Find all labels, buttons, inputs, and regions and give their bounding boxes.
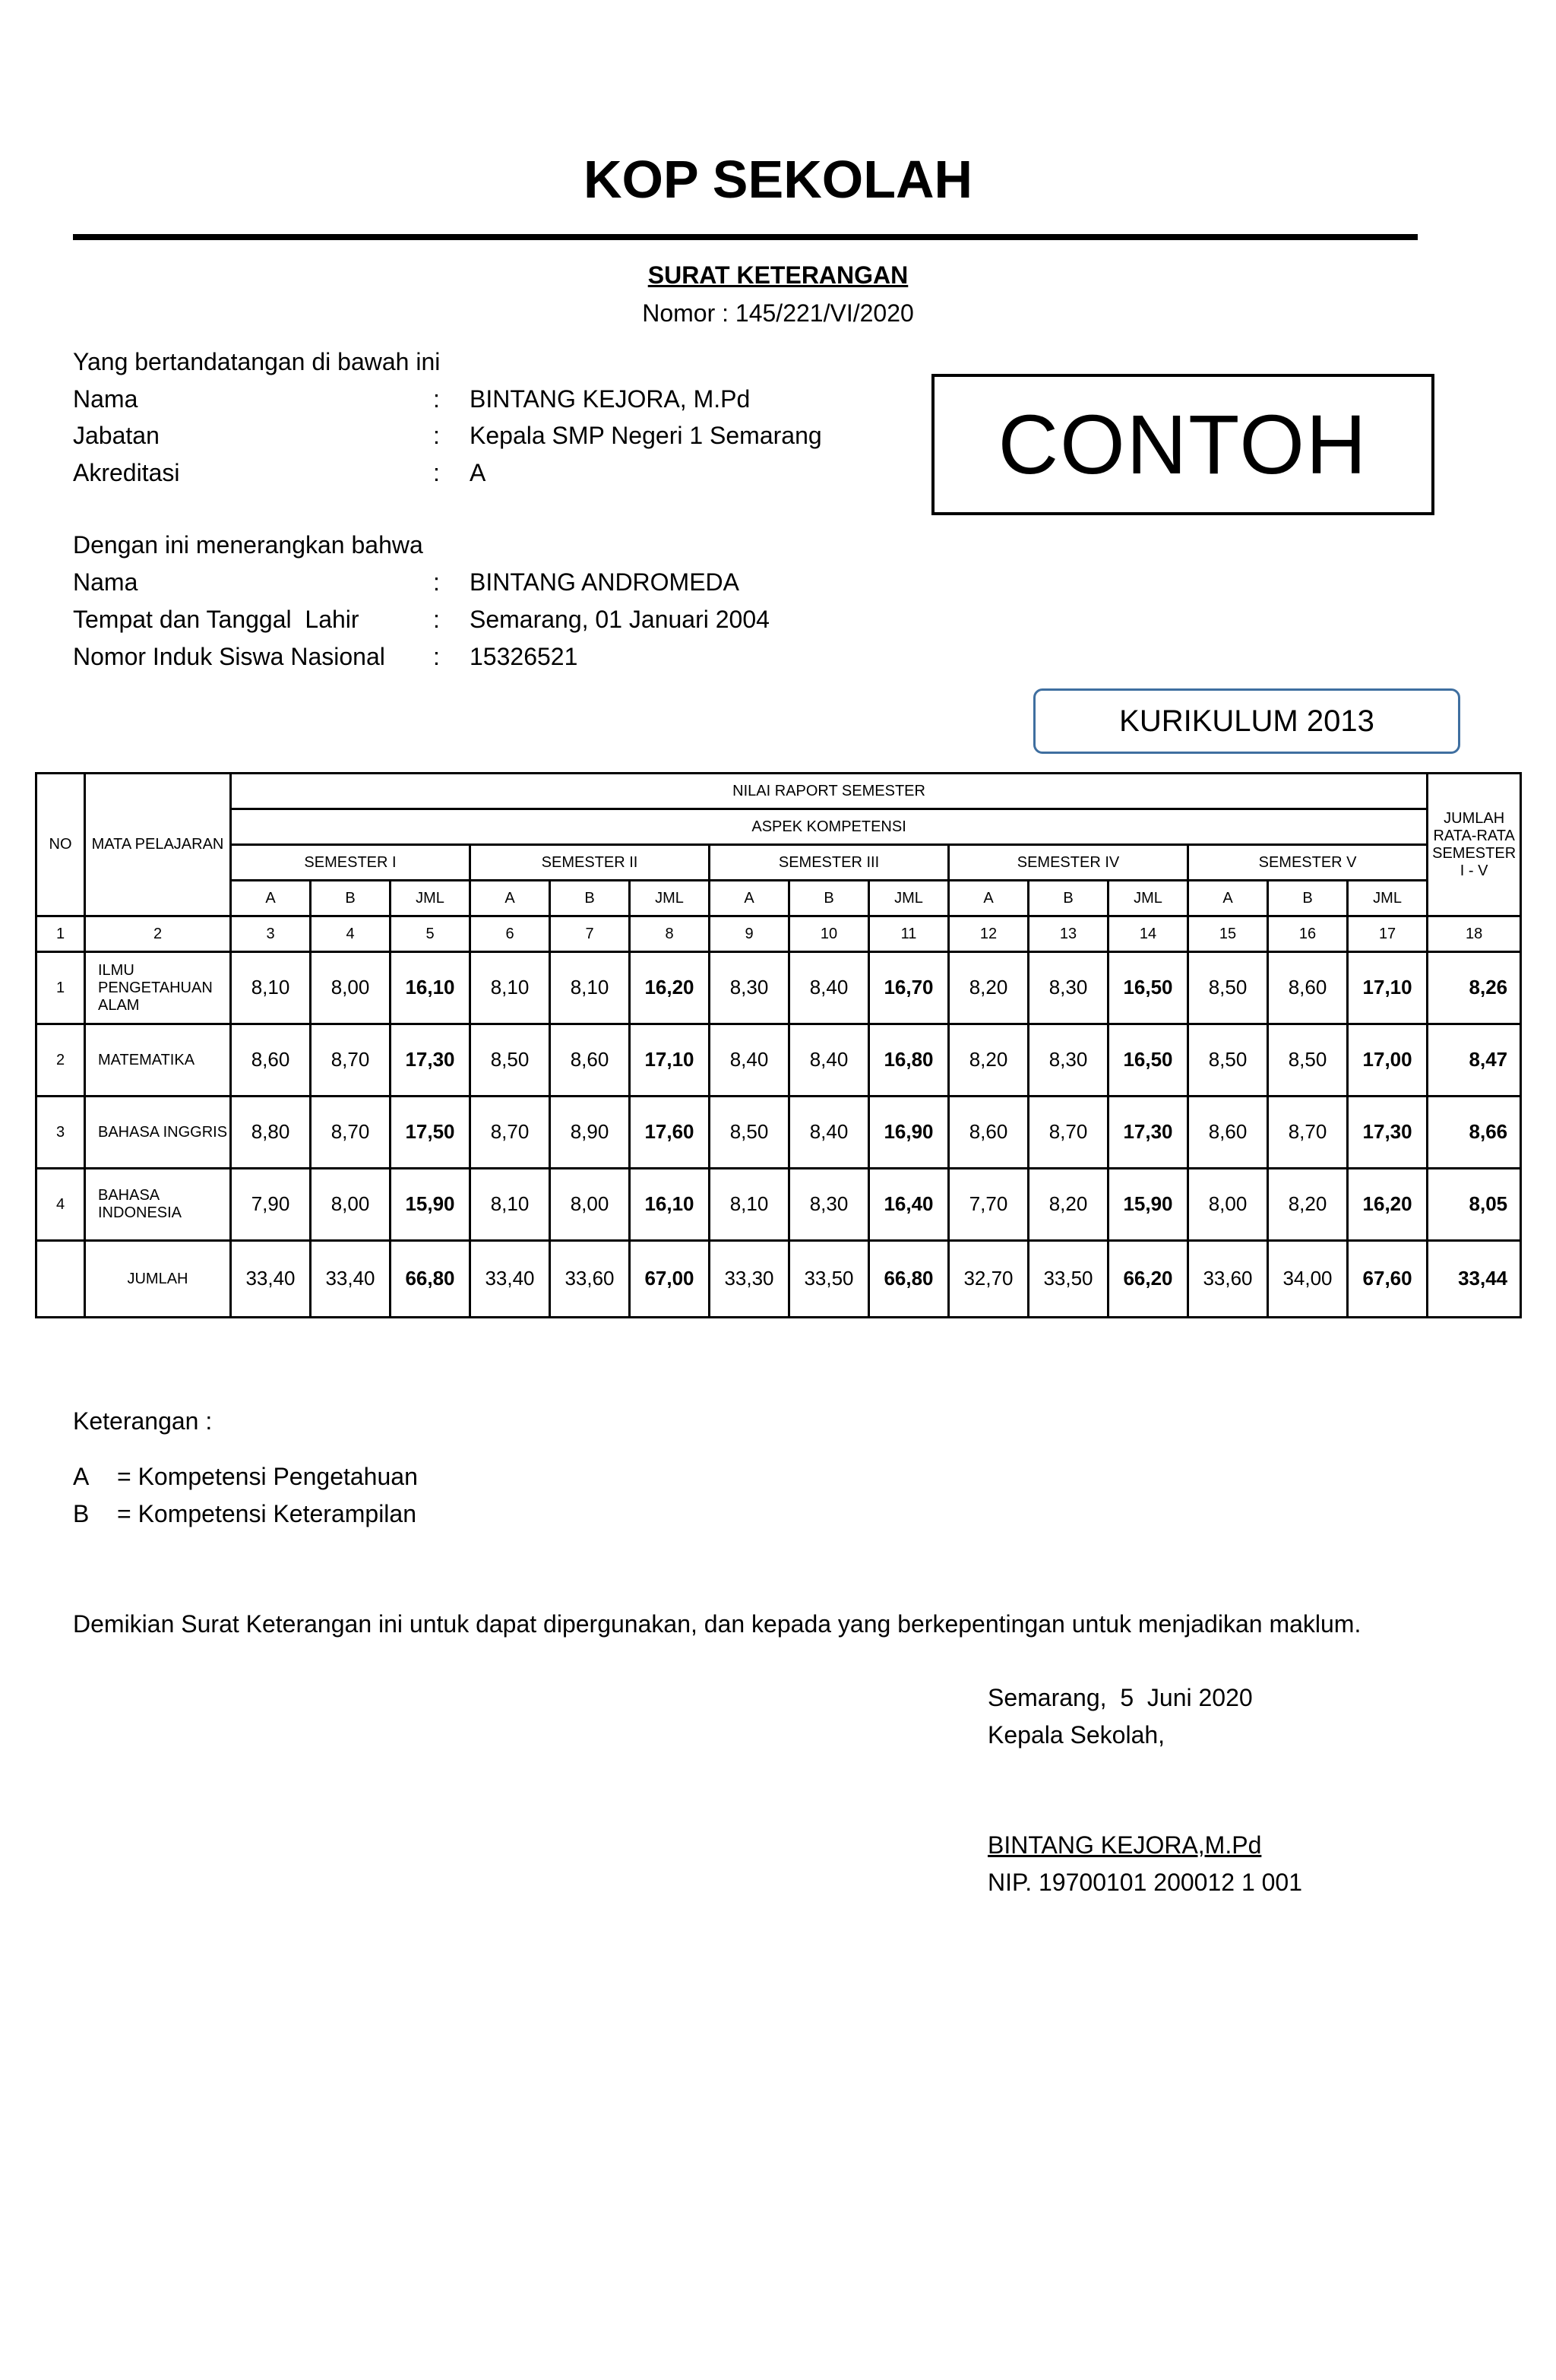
header-semester-2: SEMESTER II xyxy=(470,845,710,881)
column-number: 16 xyxy=(1268,916,1348,952)
total-label: JUMLAH xyxy=(85,1241,231,1318)
header-sub-jml: JML xyxy=(1108,881,1188,916)
grade-cell: 8,60 xyxy=(1188,1097,1268,1169)
semester-total-cell: 16,90 xyxy=(869,1097,949,1169)
grade-cell: 33,50 xyxy=(789,1241,869,1318)
column-number: 4 xyxy=(311,916,391,952)
row-number: 1 xyxy=(36,952,85,1024)
grade-cell: 8,70 xyxy=(1029,1097,1108,1169)
semester-total-cell: 17,30 xyxy=(1348,1097,1428,1169)
colon: : xyxy=(433,643,440,670)
column-number: 10 xyxy=(789,916,869,952)
grade-cell: 8,60 xyxy=(231,1024,311,1097)
column-number: 14 xyxy=(1108,916,1188,952)
average-cell: 8,05 xyxy=(1428,1169,1521,1241)
signature-name: BINTANG KEJORA,M.Pd xyxy=(988,1831,1262,1859)
colon: : xyxy=(433,459,440,486)
header-sub-a: A xyxy=(949,881,1029,916)
grade-cell: 33,40 xyxy=(311,1241,391,1318)
grade-cell: 33,30 xyxy=(710,1241,789,1318)
accreditation-value: A xyxy=(470,459,486,486)
colon: : xyxy=(433,606,440,633)
header-sub-jml: JML xyxy=(630,881,710,916)
grade-cell: 8,30 xyxy=(789,1169,869,1241)
semester-total-cell: 17,00 xyxy=(1348,1024,1428,1097)
header-semester-5: SEMESTER V xyxy=(1188,845,1428,881)
header-sub-a: A xyxy=(231,881,311,916)
header-sub-b: B xyxy=(1268,881,1348,916)
note-key-b: B xyxy=(73,1500,90,1527)
grade-cell: 8,50 xyxy=(710,1097,789,1169)
signature-position: Kepala Sekolah, xyxy=(988,1721,1165,1749)
header-no: NO xyxy=(36,774,85,916)
column-number: 7 xyxy=(550,916,630,952)
header-sub-jml: JML xyxy=(391,881,470,916)
table-row xyxy=(36,1097,1521,1169)
grade-cell: 34,00 xyxy=(1268,1241,1348,1318)
semester-total-cell: 16,40 xyxy=(869,1169,949,1241)
header-sub-jml: JML xyxy=(1348,881,1428,916)
average-cell: 33,44 xyxy=(1428,1241,1521,1318)
note-text-b: = Kompetensi Keterampilan xyxy=(117,1500,416,1527)
grade-cell: 8,10 xyxy=(231,952,311,1024)
signer-name-value: BINTANG KEJORA, M.Pd xyxy=(470,385,751,413)
row-number xyxy=(36,1241,85,1318)
header-sub-a: A xyxy=(710,881,789,916)
signer-position-label: Jabatan xyxy=(73,422,160,449)
grade-cell: 33,60 xyxy=(550,1241,630,1318)
grade-cell: 8,20 xyxy=(1268,1169,1348,1241)
grade-cell: 8,60 xyxy=(1268,952,1348,1024)
note-key-a: A xyxy=(73,1463,90,1490)
signer-name-label: Nama xyxy=(73,385,138,413)
student-name-label: Nama xyxy=(73,568,138,596)
birth-value: Semarang, 01 Januari 2004 xyxy=(470,606,770,633)
grade-cell: 8,40 xyxy=(710,1024,789,1097)
header-semester-1: SEMESTER I xyxy=(231,845,470,881)
grade-cell: 8,00 xyxy=(311,952,391,1024)
grade-cell: 7,90 xyxy=(231,1169,311,1241)
signer-position-value: Kepala SMP Negeri 1 Semarang xyxy=(470,422,822,449)
header-semester-4: SEMESTER IV xyxy=(949,845,1188,881)
semester-total-cell: 16,50 xyxy=(1108,952,1188,1024)
nisn-label: Nomor Induk Siswa Nasional xyxy=(73,643,385,670)
semester-total-cell: 66,80 xyxy=(391,1241,470,1318)
semester-total-cell: 67,00 xyxy=(630,1241,710,1318)
header-report-grades: NILAI RAPORT SEMESTER xyxy=(231,774,1428,809)
semester-total-cell: 16,10 xyxy=(391,952,470,1024)
sample-stamp: CONTOH xyxy=(931,374,1434,515)
table-row xyxy=(36,1024,1521,1097)
header-sub-a: A xyxy=(470,881,550,916)
column-number: 13 xyxy=(1029,916,1108,952)
grade-cell: 33,40 xyxy=(231,1241,311,1318)
subject-name: BAHASA INDONESIA xyxy=(85,1169,231,1241)
subject-name: ILMU PENGETAHUAN ALAM xyxy=(85,952,231,1024)
semester-total-cell: 15,90 xyxy=(1108,1169,1188,1241)
header-sub-b: B xyxy=(1029,881,1108,916)
row-number: 2 xyxy=(36,1024,85,1097)
subject-name: BAHASA INGGRIS xyxy=(85,1097,231,1169)
student-name-value: BINTANG ANDROMEDA xyxy=(470,568,739,596)
colon: : xyxy=(433,385,440,413)
grade-cell: 8,70 xyxy=(311,1097,391,1169)
semester-total-cell: 16,70 xyxy=(869,952,949,1024)
grade-cell: 8,80 xyxy=(231,1097,311,1169)
header-average: JUMLAH RATA-RATA SEMESTER I - V xyxy=(1428,774,1521,916)
column-number: 3 xyxy=(231,916,311,952)
column-number: 6 xyxy=(470,916,550,952)
grade-cell: 8,30 xyxy=(710,952,789,1024)
header-sub-b: B xyxy=(311,881,391,916)
student-intro: Dengan ini menerangkan bahwa xyxy=(73,531,423,559)
grade-cell: 8,00 xyxy=(1188,1169,1268,1241)
grade-cell: 8,00 xyxy=(550,1169,630,1241)
grade-cell: 8,20 xyxy=(949,1024,1029,1097)
semester-total-cell: 66,80 xyxy=(869,1241,949,1318)
semester-total-cell: 17,30 xyxy=(391,1024,470,1097)
header-sub-a: A xyxy=(1188,881,1268,916)
column-number: 5 xyxy=(391,916,470,952)
semester-total-cell: 17,60 xyxy=(630,1097,710,1169)
accreditation-label: Akreditasi xyxy=(73,459,180,486)
column-number: 11 xyxy=(869,916,949,952)
semester-total-cell: 16,20 xyxy=(1348,1169,1428,1241)
letterhead-rule xyxy=(73,234,1418,240)
column-number: 18 xyxy=(1428,916,1521,952)
header-sub-b: B xyxy=(550,881,630,916)
grade-cell: 8,40 xyxy=(789,1024,869,1097)
header-sub-jml: JML xyxy=(869,881,949,916)
table-row xyxy=(36,1169,1521,1241)
curriculum-badge: KURIKULUM 2013 xyxy=(1033,688,1460,754)
grade-cell: 8,70 xyxy=(1268,1097,1348,1169)
grade-cell: 33,40 xyxy=(470,1241,550,1318)
notes-title: Keterangan : xyxy=(73,1407,213,1435)
grade-cell: 8,40 xyxy=(789,1097,869,1169)
nisn-value: 15326521 xyxy=(470,643,578,670)
grade-cell: 32,70 xyxy=(949,1241,1029,1318)
grade-cell: 8,10 xyxy=(470,1169,550,1241)
row-number: 4 xyxy=(36,1169,85,1241)
grade-cell: 8,90 xyxy=(550,1097,630,1169)
semester-total-cell: 66,20 xyxy=(1108,1241,1188,1318)
grade-cell: 33,50 xyxy=(1029,1241,1108,1318)
header-semester-3: SEMESTER III xyxy=(710,845,949,881)
birth-label: Tempat dan Tanggal Lahir xyxy=(73,606,359,633)
total-row xyxy=(36,1241,1521,1318)
semester-total-cell: 16,10 xyxy=(630,1169,710,1241)
grade-cell: 8,10 xyxy=(710,1169,789,1241)
grade-cell: 8,10 xyxy=(470,952,550,1024)
grade-cell: 8,20 xyxy=(949,952,1029,1024)
semester-total-cell: 17,10 xyxy=(630,1024,710,1097)
row-number: 3 xyxy=(36,1097,85,1169)
grades-table xyxy=(35,772,1522,1318)
grade-cell: 8,30 xyxy=(1029,952,1108,1024)
column-number: 9 xyxy=(710,916,789,952)
header-sub-b: B xyxy=(789,881,869,916)
grade-cell: 33,60 xyxy=(1188,1241,1268,1318)
column-number: 12 xyxy=(949,916,1029,952)
grade-cell: 8,30 xyxy=(1029,1024,1108,1097)
subject-name: MATEMATIKA xyxy=(85,1024,231,1097)
grade-cell: 8,50 xyxy=(1188,1024,1268,1097)
column-number: 1 xyxy=(36,916,85,952)
grade-cell: 8,50 xyxy=(1188,952,1268,1024)
semester-total-cell: 16,80 xyxy=(869,1024,949,1097)
colon: : xyxy=(433,568,440,596)
semester-total-cell: 67,60 xyxy=(1348,1241,1428,1318)
grade-cell: 7,70 xyxy=(949,1169,1029,1241)
semester-total-cell: 17,30 xyxy=(1108,1097,1188,1169)
colon: : xyxy=(433,422,440,449)
semester-total-cell: 17,50 xyxy=(391,1097,470,1169)
signature-nip: NIP. 19700101 200012 1 001 xyxy=(988,1869,1303,1896)
signer-intro: Yang bertandatangan di bawah ini xyxy=(73,348,441,375)
grade-cell: 8,40 xyxy=(789,952,869,1024)
average-cell: 8,26 xyxy=(1428,952,1521,1024)
closing-statement: Demikian Surat Keterangan ini untuk dapat dipergunakan, dan kepada yang berkepentingan untuk menjadikan maklum. xyxy=(73,1610,1362,1638)
column-number: 2 xyxy=(85,916,231,952)
semester-total-cell: 15,90 xyxy=(391,1169,470,1241)
letterhead-title: KOP SEKOLAH xyxy=(583,150,973,209)
average-cell: 8,66 xyxy=(1428,1097,1521,1169)
document-number: Nomor : 145/221/VI/2020 xyxy=(642,299,914,327)
signature-place-date: Semarang, 5 Juni 2020 xyxy=(988,1684,1253,1711)
grade-cell: 8,70 xyxy=(470,1097,550,1169)
semester-total-cell: 16,20 xyxy=(630,952,710,1024)
grade-cell: 8,10 xyxy=(550,952,630,1024)
header-competency: ASPEK KOMPETENSI xyxy=(231,809,1428,845)
grade-cell: 8,50 xyxy=(1268,1024,1348,1097)
grade-cell: 8,70 xyxy=(311,1024,391,1097)
column-number: 8 xyxy=(630,916,710,952)
table-row xyxy=(36,952,1521,1024)
grade-cell: 8,50 xyxy=(470,1024,550,1097)
grade-cell: 8,60 xyxy=(949,1097,1029,1169)
semester-total-cell: 16,50 xyxy=(1108,1024,1188,1097)
grade-cell: 8,00 xyxy=(311,1169,391,1241)
grade-cell: 8,60 xyxy=(550,1024,630,1097)
average-cell: 8,47 xyxy=(1428,1024,1521,1097)
column-number: 17 xyxy=(1348,916,1428,952)
document-title: SURAT KETERANGAN xyxy=(647,261,909,289)
column-number: 15 xyxy=(1188,916,1268,952)
grade-cell: 8,20 xyxy=(1029,1169,1108,1241)
note-text-a: = Kompetensi Pengetahuan xyxy=(117,1463,418,1490)
header-subject: MATA PELAJARAN xyxy=(85,774,231,916)
semester-total-cell: 17,10 xyxy=(1348,952,1428,1024)
